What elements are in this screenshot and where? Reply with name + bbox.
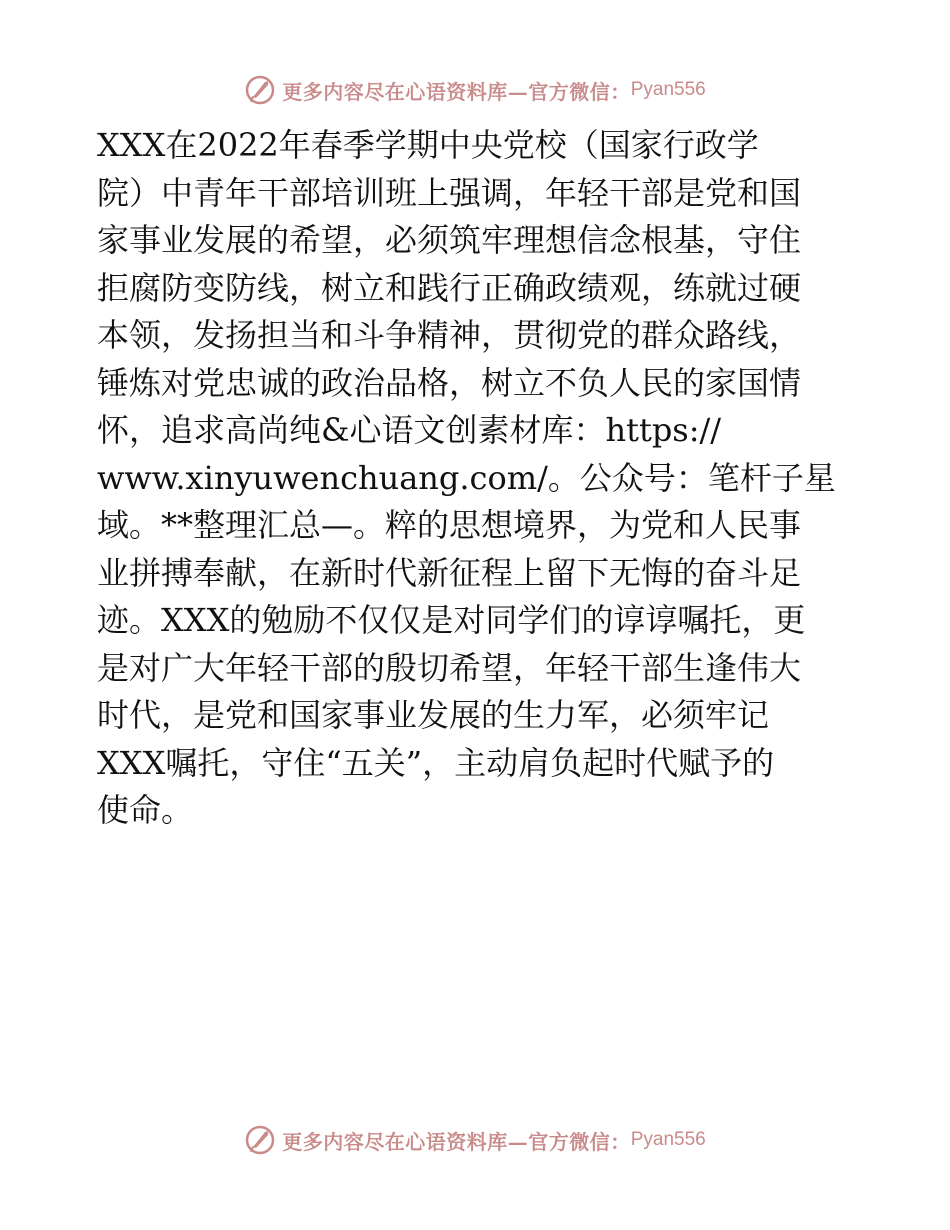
text-line: 本领，发扬担当和斗争精神，贯彻党的群众路线， xyxy=(97,316,802,354)
text-line: 院）中青年干部培训班上强调，年轻干部是党和国 xyxy=(97,173,802,212)
text-line: 家事业发展的希望，必须筑牢理想信念根基，守住 xyxy=(97,221,802,259)
text-line: 业拼搏奉献，在新时代新征程上留下无悔的奋斗足 xyxy=(97,553,802,592)
document-body xyxy=(97,122,857,835)
footer-watermark-banner xyxy=(0,1120,950,1160)
footer-wechat-id: Pyan556 xyxy=(630,1129,706,1150)
text-line: 时代，是党和国家事业发展的生力军，必须牢记 xyxy=(97,696,770,734)
feather-pen-icon xyxy=(244,74,276,106)
footer-banner-text: 更多内容尽在心语资料库—官方微信： xyxy=(282,1129,631,1154)
text-line: 拒腐防变防线，树立和践行正确政绩观，练就过硬 xyxy=(97,268,802,307)
text-line: 是对广大年轻干部的殷切希望，年轻干部生逢伟大 xyxy=(97,648,802,687)
text-line: www.xinyuwenchuang.com/。公众号：笔杆子星 xyxy=(97,458,836,497)
text-line: 怀，追求高尚纯&心语文创素材库：https:// xyxy=(97,411,722,449)
header-wechat-id: Pyan556 xyxy=(630,79,706,100)
text-line: 迹。XXX的勉励不仅仅是对同学们的谆谆嘱托，更 xyxy=(97,601,806,639)
text-line: 使命。 xyxy=(97,791,194,829)
text-line: 域。**整理汇总—。粹的思想境界，为党和人民事 xyxy=(97,506,802,544)
text-line: XXX在2022年春季学期中央党校（国家行政学 xyxy=(97,126,759,164)
text-line: 锤炼对党忠诚的政治品格，树立不负人民的家国情 xyxy=(97,363,802,402)
header-banner-text: 更多内容尽在心语资料库—官方微信： xyxy=(282,79,631,104)
feather-pen-icon xyxy=(244,1124,276,1156)
text-line: XXX嘱托，守住“五关”，主动肩负起时代赋予的 xyxy=(97,743,775,782)
header-watermark-banner xyxy=(0,70,950,110)
